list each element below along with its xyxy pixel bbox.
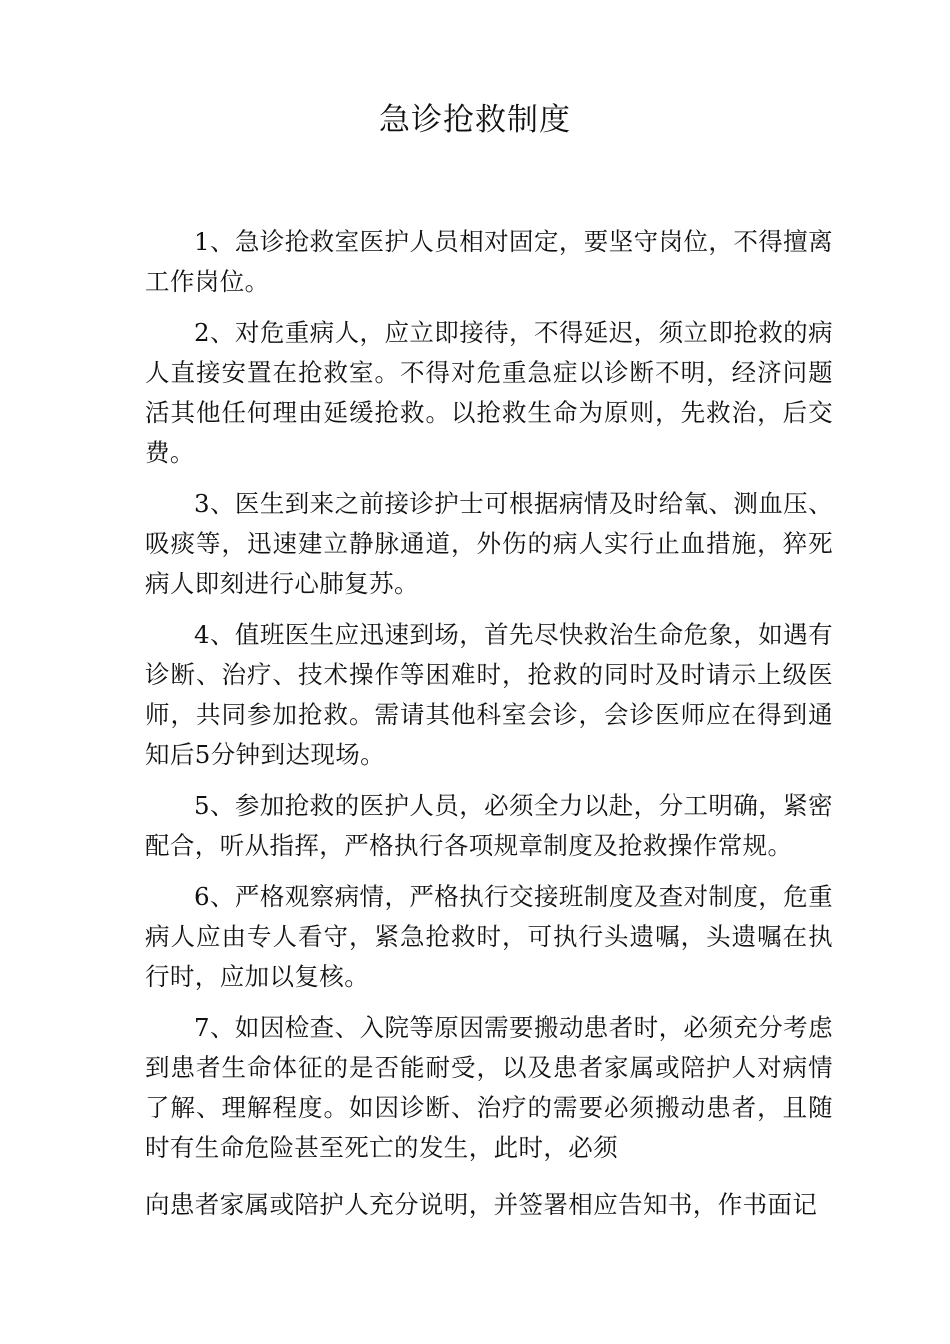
paragraph-4: 4、值班医生应迅速到场，首先尽快救治生命危象，如遇有诊断、治疗、技术操作等困难时，抢救的同时及时请示上级医师，共同参加抢救。需请其他科室会诊，会诊医师应在得到通知后5分钟到达现场。: [145, 620, 833, 769]
paragraph-7: 7、如因检查、入院等原因需要搬动患者时，必须充分考虑到患者生命体征的是否能耐受，以及患者家属或陪护人对病情了解、理解程度。如因诊断、治疗的需要必须搬动患者，且随时有生命危险甚至死亡的发生，此时，必须: [145, 1013, 833, 1162]
paragraph-2: 2、对危重病人，应立即接待，不得延迟，须立即抢救的病人直接安置在抢救室。不得对危重急症以诊断不明，经济问题活其他任何理由延缓抢救。以抢救生命为原则，先救治，后交费。: [145, 318, 833, 467]
paragraph-7-continuation: 向患者家属或陪护人充分说明，并签署相应告知书，作书面记: [145, 1190, 818, 1219]
paragraph-5: 5、参加抢救的医护人员，必须全力以赴，分工明确，紧密配合，听从指挥，严格执行各项规章制度及抢救操作常规。: [145, 791, 833, 860]
document-body: [145, 222, 833, 1225]
document-title: 急诊抢救制度: [379, 102, 571, 138]
paragraph-1: 1、急诊抢救室医护人员相对固定，要坚守岗位，不得擅离工作岗位。: [145, 227, 833, 296]
paragraph-3: 3、医生到来之前接诊护士可根据病情及时给氧、测血压、吸痰等，迅速建立静脉通道，外伤的病人实行止血措施，猝死病人即刻进行心肺复苏。: [145, 489, 833, 598]
paragraph-6: 6、严格观察病情，严格执行交接班制度及查对制度，危重病人应由专人看守，紧急抢救时，可执行头遗嘱，头遗嘱在执行时，应加以复核。: [145, 882, 833, 991]
